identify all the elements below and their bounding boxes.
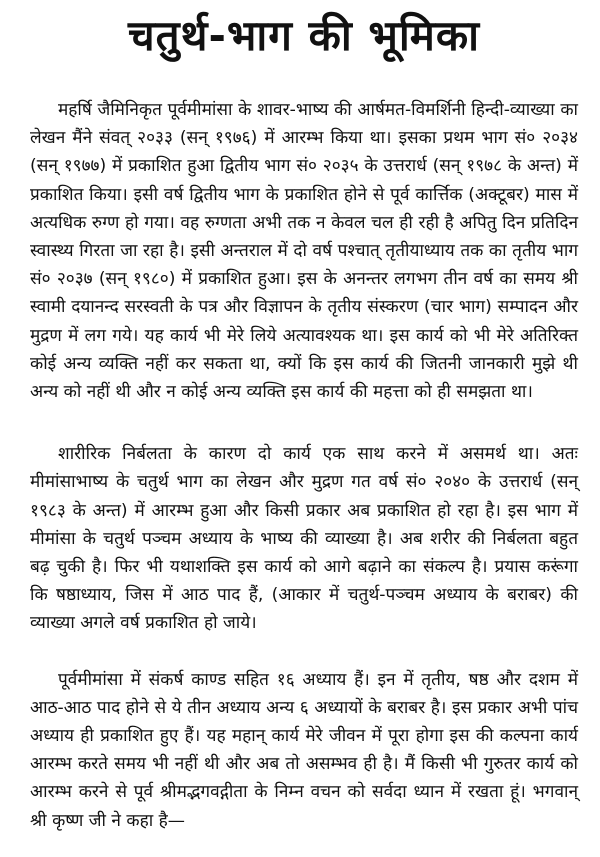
page-title: चतुर्थ-भाग की भूमिका [128,11,480,60]
paragraph-spacer [30,638,578,666]
paragraph-2: शारीरिक निर्बलता के कारण दो कार्य एक साथ करने में असमर्थ था। अतः मीमांसाभाष्य के चतुर्थ भाग का लेखन और मुद्रण गत वर्ष सं० २०४० के उत्तरार्ध (सन् १९८३ के अन्त) में आरम्भ हुआ और किसी प्रकार अब प्रकाशित हो रहा है। इस भाग में मीमांसा के चतुर्थ पञ्चम अध्याय के भाष्य की व्याख्या है। अब शरीर की निर्बलता बहुत बढ़ चुकी है। फिर भी यथाशक्ति इस कार्य को आगे बढ़ाने का संकल्प है। प्रयास करूंगा कि षष्ठाध्याय, जिस में आठ पाद हैं, (आकार में चतुर्थ-पञ्चम अध्याय के बराबर) की व्याख्या अगले वर्ष प्रकाशित हो जाये। [30,444,578,634]
paragraph-3: पूर्वमीमांसा में संकर्ष काण्ड सहित १६ अध्याय हैं। इन में तृतीय, षष्ठ और दशम में आठ-आठ पाद होने से ये तीन अध्याय अन्य ६ अध्यायों के बराबर है। इस प्रकार अभी पांच अध्याय ही प्रकाशित हुए हैं। यह महान् कार्य मेरे जीवन में पूरा होगा इस की कल्पना कार्य आरम्भ करते समय भी नहीं थी और अब तो असम्भव ही है। मैं किसी भी गुरुतर कार्य को आरम्भ करने से पूर्व श्रीमद्भगवद्गीता के निम्न वचन को सर्वदा ध्यान में रखता हूं। भगवान् श्री कृष्ण जी ने कहा है— [30,669,578,831]
paragraph-1: महर्षि जैमिनिकृत पूर्वमीमांसा के शावर-भाष्य की आर्षमत-विमर्शिनी हिन्दी-व्याख्या का लेखन मैंने संवत् २०३३ (सन् १९७६) में आरम्भ किया था। इसका प्रथम भाग सं० २०३४ (सन् १९७७) में प्रकाशित हुआ द्वितीय भाग सं० २०३५ के उत्तरार्ध (सन् १९७८ के अन्त) में प्रकाशित किया। इसी वर्ष द्वितीय भाग के प्रकाशित होने से पूर्व कार्त्तिक (अक्टूबर) मास में अत्यधिक रुग्ण हो गया। वह रुग्णता अभी तक न केवल चल ही रही है अपितु दिन प्रतिदिन स्वास्थ्य गिरता जा रहा है। इसी अन्तराल में दो वर्ष पश्चात् तृतीयाध्याय तक का तृतीय भाग सं० २०३७ (सन् १९८०) में प्रकाशित हुआ। इस के अनन्तर लगभग तीन वर्ष का समय श्री स्वामी दयानन्द सरस्वती के पत्र और विज्ञापन के तृतीय संस्करण (चार भाग) सम्पादन और मुद्रण में लग गये। यह कार्य भी मेरे लिये अत्यावश्यक था। इस कार्य को भी मेरे अतिरिक्त कोई अन्य व्यक्ति नहीं कर सकता था, क्यों कि इस कार्य की जितनी जानकारी मुझे थी अन्य को नहीं थी और न कोई अन्य व्यक्ति इस कार्य की महत्ता को ही समझता था। [30,100,578,403]
paragraph-spacer [30,406,578,440]
